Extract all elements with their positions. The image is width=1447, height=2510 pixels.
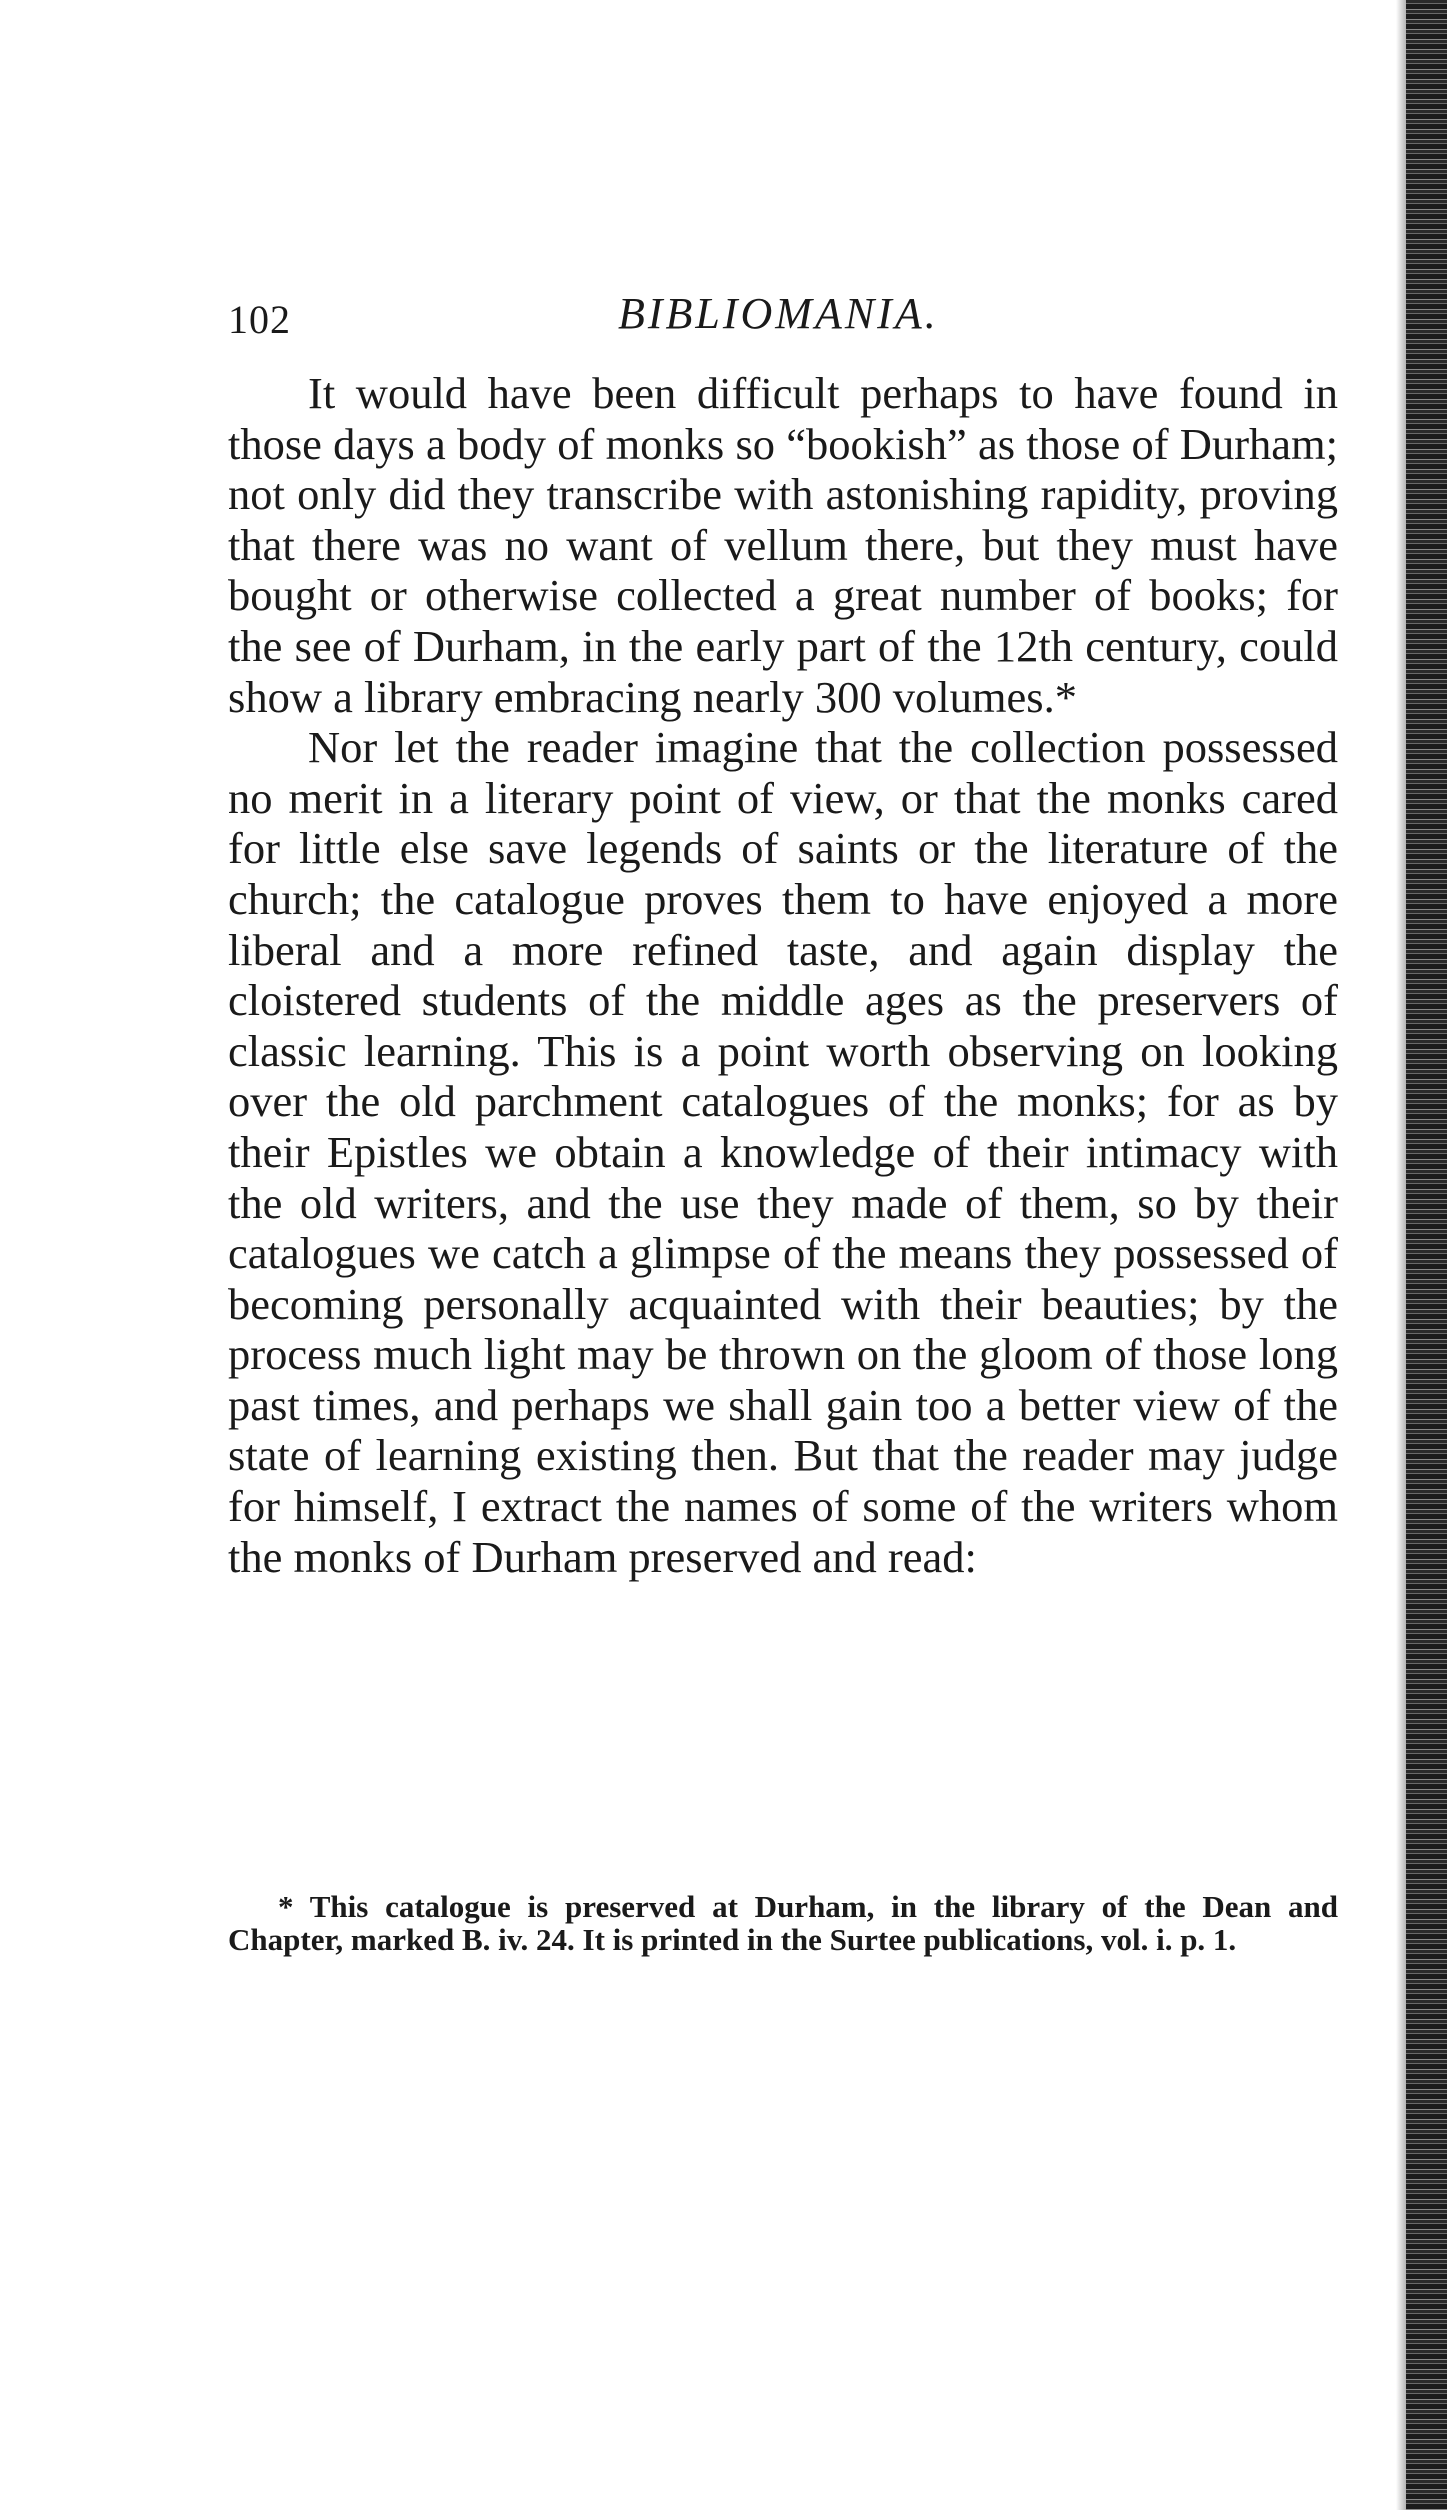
page-number: 102	[228, 297, 291, 342]
footnote: * This catalogue is preserved at Durham, in the library of the Dean and Chapter, marked B. iv. 24. It is printed in the Surtee publications, vol. i. p. 1.	[228, 1889, 1338, 1957]
paragraph-catalogue-merit: Nor let the reader imagine that the collection possessed no merit in a literary point of view, or that the monks cared for little else save legends of saints or the literature of the church; the catalogue proves them to have enjoyed a more liberal and a more refined taste, and again display the cloistered students of the middle ages as the preservers of classic learning. This is a point worth observing on looking over the old parchment catalogues of the monks; for as by their Epistles we obtain a knowledge of their intimacy with the old writers, and the use they made of them, so by their catalogues we catch a glimpse of the means they possessed of becoming personally acquainted with their beauties; by the process much light may be thrown on the gloom of those long past times, and perhaps we shall gain too a better view of the state of learning existing then. But that the reader may judge for himself, I extract the names of some of the writers whom the monks of Durham preserved and read:	[228, 722, 1338, 1582]
paragraph-bookish-monks: It would have been difficult perhaps to have found in those days a body of monks so “bookish” as those of Durham; not only did they transcribe with astonishing rapidity, proving that there was no want of vellum there, but they must have bought or otherwise collected a great number of books; for the see of Durham, in the early part of the 12th century, could show a library embracing nearly 300 volumes.*	[228, 368, 1338, 722]
running-title: BIBLIOMANIA.	[618, 289, 939, 338]
body-text	[228, 368, 1338, 1582]
page-header	[228, 288, 1338, 348]
scanned-page-edge	[1406, 0, 1447, 2510]
